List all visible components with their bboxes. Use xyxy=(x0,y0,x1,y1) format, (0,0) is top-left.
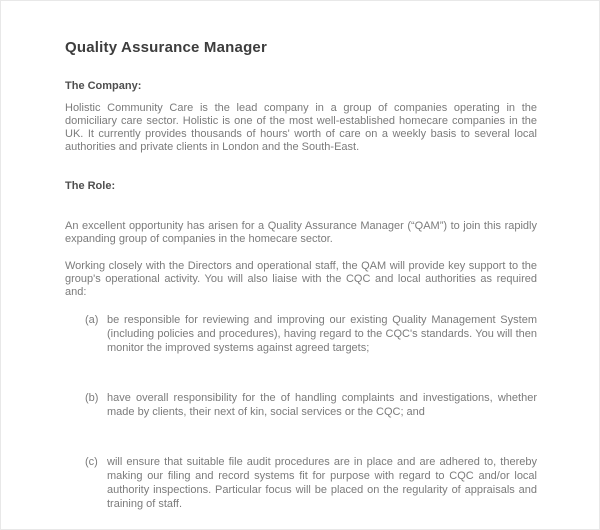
list-item-text: will ensure that suitable file audit procedures are in place and are adhered to, thereby making our filing and record systems fit for purpose with regard to CQC and/or local authority inspections. Particular focus will be placed on the regularity of appraisals and training of staff. xyxy=(107,456,537,510)
list-item xyxy=(85,391,537,419)
document-content xyxy=(65,39,537,511)
page-title: Quality Assurance Manager xyxy=(65,39,268,56)
spacer xyxy=(65,168,537,180)
spacer xyxy=(65,202,537,220)
section-heading-role: The Role: xyxy=(65,180,116,192)
list-item xyxy=(85,313,537,355)
list-item xyxy=(85,455,537,511)
company-paragraph: Holistic Community Care is the lead company in a group of companies operating in the domiciliary care sector. Holistic is one of the most well-established homecare companies in the UK. It currently provides thousands of hours' worth of care on a weekly basis to several local authorities and private clients in London and the South-East. xyxy=(65,102,537,153)
list-item-marker: (c) xyxy=(85,456,98,468)
role-paragraph-2: Working closely with the Directors and operational staff, the QAM will provide key support to the group's operational activity. You will also liaise with the CQC and local authorities as required and: xyxy=(65,260,537,298)
role-paragraph-1: An excellent opportunity has arisen for a Quality Assurance Manager (“QAM”) to join this rapidly expanding group of companies in the homecare sector. xyxy=(65,220,537,245)
list-item-marker: (b) xyxy=(85,392,99,404)
list-item-text: have overall responsibility for the of handling complaints and investigations, whether made by clients, their next of kin, social services or the CQC; and xyxy=(107,392,537,418)
section-heading-company: The Company: xyxy=(65,80,142,92)
responsibility-list xyxy=(65,313,537,511)
list-item-marker: (a) xyxy=(85,314,99,326)
list-item-text: be responsible for reviewing and improving our existing Quality Management System (including policies and procedures), having regard to the CQC's standards. You will then monitor the improved systems against agreed targets; xyxy=(107,314,537,354)
